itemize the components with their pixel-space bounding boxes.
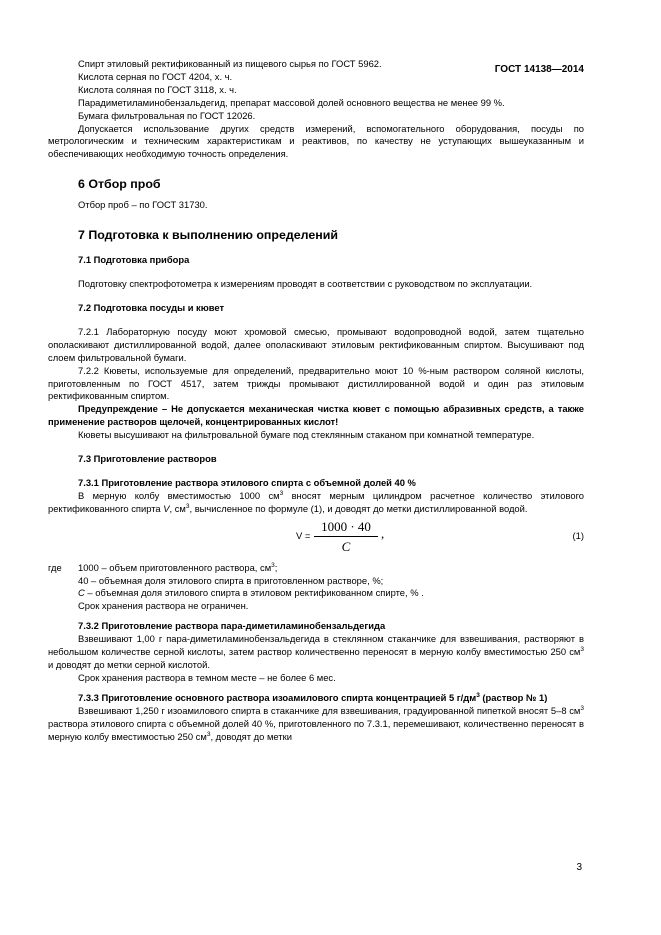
where-line-1: где 1000 – объем приготовленного раствора, $см^3$; xyxy=(48,561,278,573)
storage-7-3-1: Срок хранения раствора не ограничен. xyxy=(78,600,249,612)
section-7-2-1-text: 7.2.1 Лабораторную посуду моют хромовой смесью, промывают водопроводной водой, затем тщательно ополаскивают дистиллированной водой, далее ополаскивают этиловым ректификованным спиртом. Высушивают под слоем фильтровальной бумаги. xyxy=(48,325,584,363)
section-7-3-1-heading: 7.3.1 Приготовление раствора этилового спирта с объемной долей 40 % xyxy=(78,476,416,488)
reagent-item: Кислота серная по ГОСТ 4204, х. ч. xyxy=(78,70,233,82)
section-7-3-3-text: Взвешивают 1,250 г изоамилового спирта в стаканчике для взвешивания, градуированной пипеткой вносят 5–8 $см^3$ раствора этилового спирта с объемной долей 40 %, приготовленного по 7.3.1, перемешивают, количественно переносят в мерную колбу вместимостью 250 $см^3$, доводят до метки xyxy=(48,704,584,742)
section-7-3-1-text: В мерную колбу вместимостью 1000 $см^3$ вносят мерным цилиндром расчетное количество этилового ректификованного спирта V, $см^3$, вычисленное по формуле (1), и доводят до метки дистиллированной водой. xyxy=(48,489,584,514)
formula-lhs: V = xyxy=(296,529,311,541)
formula-trail: , xyxy=(381,525,385,541)
section-7-heading: 7 Подготовка к выполнению определений xyxy=(78,228,338,243)
section-6-text: Отбор проб – по ГОСТ 31730. xyxy=(78,199,208,211)
section-7-2-heading: 7.2 Подготовка посуды и кювет xyxy=(78,301,225,313)
section-7-3-3-heading: 7.3.3 Приготовление основного раствора изоамилового спирта концентрацией 5 $г/дм^3$ (раствор № 1) xyxy=(78,691,548,703)
document-header-id: ГОСТ 14138—2014 xyxy=(494,64,584,75)
where-line-3: С – объемная доля этилового спирта в этиловом ректификованном спирте, % . xyxy=(78,587,424,599)
where-label: где xyxy=(48,561,62,573)
drying-paragraph: Кюветы высушивают на фильтровальной бумаге под стеклянным стаканом при комнатной температуре. xyxy=(78,429,535,441)
formula-numerator: 1000 · 40 xyxy=(321,518,371,534)
formula-1 xyxy=(48,518,584,556)
storage-7-3-2: Срок хранения раствора в темном месте – не более 6 мес. xyxy=(78,671,336,683)
page-number: 3 xyxy=(576,862,582,873)
reagent-item: Бумага фильтровальная по ГОСТ 12026. xyxy=(78,109,256,121)
reagent-item: Спирт этиловый ректификованный из пищевого сырья по ГОСТ 5962. xyxy=(78,58,382,69)
section-7-3-2-text: Взвешивают 1,00 г пара-диметиламинобензальдегида в стеклянном стаканчике для взвешивания, растворяют в небольшом количестве серной кислоты, затем раствор количественно переносят в мерную колбу вместимостью 250 $см^3$ и доводят до метки серной кислотой. xyxy=(48,633,584,670)
allowance-paragraph: Допускается использование других средств измерений, вспомогательного оборудования, посуды по метрологическим и техническим характеристикам и реактивов, по качеству не уступающих вышеуказанным и обеспечивающих необходимую точность определения. xyxy=(48,122,584,160)
section-7-2-2-text: 7.2.2 Кюветы, используемые для определений, предварительно моют 10 %-ным раствором соляной кислоты, приготовленным по ГОСТ 4517, затем трижды промывают дистиллированной водой и один раз этиловым ректификованным спиртом. xyxy=(48,364,584,402)
warning-paragraph: Предупреждение – Не допускается механическая чистка кювет с помощью абразивных средств, а также применение растворов щелочей, концентрированных кислот! xyxy=(48,403,584,428)
section-7-1-heading: 7.1 Подготовка прибора xyxy=(78,254,190,266)
formula-fraction xyxy=(314,518,378,555)
section-7-3-heading: 7.3 Приготовление растворов xyxy=(78,453,217,465)
reagent-item: Парадиметиламинобензальдегид, препарат массовой долей основного вещества не менее 99 %. xyxy=(78,96,505,108)
formula-number: (1) xyxy=(572,529,584,541)
where-line-2: 40 – объемная доля этилового спирта в приготовленном растворе, %; xyxy=(78,574,384,586)
reagent-item: Кислота соляная по ГОСТ 3118, х. ч. xyxy=(78,83,237,95)
section-6-heading: 6 Отбор проб xyxy=(78,177,161,192)
document-page xyxy=(48,58,584,743)
formula-denominator: C xyxy=(341,538,351,554)
section-7-3-2-heading: 7.3.2 Приготовление раствора пара-диметиламинобензальдегида xyxy=(78,620,386,632)
section-7-1-text: Подготовку спектрофотометра к измерениям проводят в соответствии с руководством по эксплуатации. xyxy=(78,278,533,290)
